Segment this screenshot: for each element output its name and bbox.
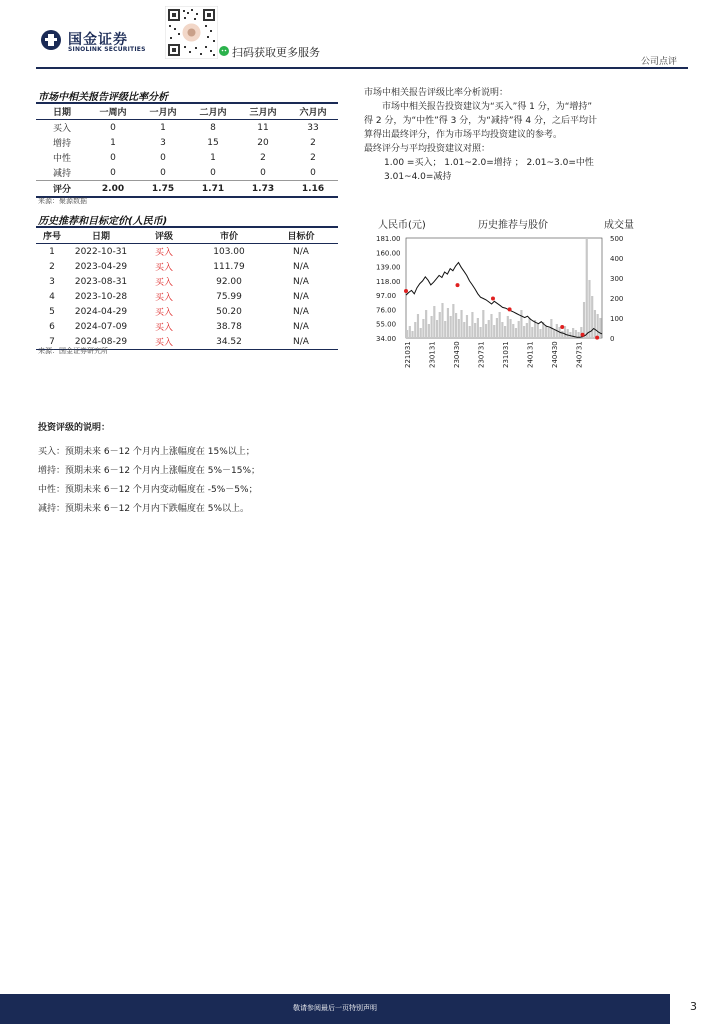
table-cell: N/A [293,246,309,257]
table-cell: 买入 [154,263,173,273]
volume-bar [433,306,435,338]
investment-buy: 买入：预期未来 6－12 个月内上涨幅度在 15%以上； [38,447,255,457]
volume-bar [488,320,490,338]
score-cell: 评分 [36,181,88,198]
chart-tick-label-x: 240131 [526,341,535,368]
chart-tick-label-x: 230430 [453,341,461,368]
volume-bar [499,312,501,338]
chart-tick-label-right: 0 [610,335,615,343]
table-cell: 20 [257,137,269,148]
volume-bar [515,328,517,338]
scan-qr-caption: 扫码获取更多服务 [232,46,320,59]
recommendation-marker [404,289,408,293]
table-cell: 2023-04-29 [74,261,128,272]
chart-ylabel-right: 成交量 [604,220,634,231]
table-cell: 1 [210,152,216,163]
table-cell: 6 [49,321,55,332]
table-cell: N/A [293,276,309,287]
rating-table-source: 来源：聚源数据 [38,197,87,205]
volume-bar [531,327,533,338]
table-cell: 2024-08-29 [74,336,128,347]
volume-bar [455,313,457,338]
history-col-header: 序号 [42,232,61,242]
rating-table [36,102,338,198]
volume-bar [564,326,566,338]
table-cell: 2024-07-09 [74,321,128,332]
table-cell: 8 [210,122,216,133]
footer-disclaimer[interactable]: 敬请参阅最后一页特别声明 [293,1004,377,1012]
volume-bar [545,326,547,338]
table-cell: N/A [293,336,309,347]
history-col-header: 目标价 [287,232,315,242]
header-divider [36,67,688,69]
volume-bar [444,321,446,338]
history-col-header: 评级 [154,232,173,242]
chart-tick-label-left: 160.00 [376,249,401,258]
rating-notes [364,86,684,184]
table-cell: 0 [110,152,116,163]
volume-bar [406,330,408,338]
chart-tick-label-x: 231031 [502,341,510,368]
table-cell: 0 [310,167,316,178]
table-row [36,304,338,319]
table-cell: 92.00 [216,276,242,287]
volume-bar [586,238,588,338]
volume-bar [466,315,468,338]
sinolink-logo-icon [40,29,62,51]
notes-line: 1.00 =买入； 1.01~2.0=增持 ； 2.01~3.0=中性 [384,158,594,168]
volume-bar [520,310,522,338]
volume-bar [477,318,479,338]
volume-bar [411,331,413,338]
table-cell: 38.78 [216,321,242,332]
history-table-source: 来源：国金证券研究所 [38,347,108,355]
table-cell: 2023-10-28 [74,291,128,302]
volume-bar [529,318,531,338]
table-cell: N/A [293,261,309,272]
volume-bar [422,319,424,338]
company-logo-english: SINOLINK SECURITIES [68,46,146,53]
company-logo-name: 国金证券 [68,32,128,48]
table-cell: 买入 [154,248,173,258]
table-cell: 34.52 [216,336,242,347]
table-cell: 买入 [154,323,173,333]
document-type-label: 公司点评 [641,57,678,67]
volume-bar [523,326,525,338]
table-row [36,150,338,165]
table-cell: 7 [49,336,55,347]
notes-line: 算得出最终评分，作为市场平均投资建议的参考。 [364,130,563,140]
notes-title: 市场中相关报告评级比率分析说明： [364,88,509,98]
volume-bar [441,303,443,338]
table-row [36,259,338,274]
volume-bar [509,319,511,338]
volume-bar [493,325,495,338]
rating-col-header: 日期 [52,108,71,118]
volume-bar [471,312,473,338]
volume-bar [450,316,452,338]
volume-bar [485,324,487,338]
table-cell: N/A [293,321,309,332]
chart-tick-label-left: 55.00 [376,320,397,329]
investment-neutral: 中性：预期未来 6－12 个月内变动幅度在 -5%－5%； [38,485,258,495]
chart-tick-label-left: 34.00 [376,335,397,343]
volume-bar [537,324,539,338]
table-cell: 2024-04-29 [74,306,128,317]
wechat-icon [219,46,229,56]
score-cell: 1.16 [288,181,338,198]
recommendation-marker [491,297,495,301]
table-row [36,165,338,181]
volume-bar [583,302,585,338]
chart-tick-label-right: 100 [610,315,624,323]
volume-bar [460,310,462,338]
recommendation-marker [508,307,512,311]
chart-tick-label-x: 240731 [575,341,584,368]
table-cell: 0 [160,167,166,178]
table-cell: 2 [49,261,55,272]
table-cell: 2023-08-31 [74,276,128,287]
recommendation-marker [456,283,460,287]
chart-tick-label-left: 97.00 [376,292,397,301]
chart-tick-label-right: 300 [610,275,624,283]
table-cell: 3 [49,276,55,287]
volume-bar [409,326,411,338]
table-cell: 买入 [52,124,71,134]
volume-bar [518,321,520,338]
rating-col-header: 一月内 [149,108,177,118]
chart-tick-label-x: 240430 [551,341,559,368]
history-table [36,226,338,350]
table-cell: 买入 [154,338,173,348]
table-cell: N/A [293,306,309,317]
score-cell: 1.73 [238,181,288,198]
table-row [36,135,338,150]
volume-bar [507,316,509,338]
volume-bar [561,331,563,338]
volume-bar [599,318,601,338]
history-table-title: 历史推荐和目标定价(人民币) [38,216,168,227]
table-cell: 1 [160,122,166,133]
volume-bar [452,304,454,338]
chart-tick-label-x: 230131 [428,341,437,368]
chart-tick-label-left: 139.00 [376,263,401,272]
chart-tick-label-x: 230731 [477,341,486,368]
table-cell: 103.00 [213,246,245,257]
volume-bar [469,326,471,338]
table-cell: 0 [210,167,216,178]
table-cell: 33 [307,122,319,133]
table-row [36,244,338,260]
rating-score-row [36,181,338,198]
table-cell: 减持 [52,169,71,179]
chart-tick-label-left: 76.00 [376,306,397,315]
table-cell: 增持 [52,139,71,149]
table-cell: 4 [49,291,55,302]
score-cell: 1.71 [188,181,238,198]
notes-line: 市场中相关报告投资建议为“买入”得 1 分，为“增持” [382,102,593,112]
table-cell: 2 [260,152,266,163]
table-cell: 1 [110,137,116,148]
notes-line: 3.01~4.0=减持 [384,172,452,182]
price-history-chart [368,214,636,374]
table-cell: 0 [110,167,116,178]
chart-tick-label-right: 400 [610,255,624,263]
table-cell: 5 [49,306,55,317]
volume-bar [553,330,555,338]
volume-bar [428,324,430,338]
volume-bar [504,326,506,338]
investment-add: 增持：预期未来 6－12 个月内上涨幅度在 5%－15%； [38,466,261,476]
chart-tick-label-right: 500 [610,235,624,243]
table-cell: 11 [257,122,269,133]
page-number: 3 [690,1000,697,1013]
volume-bar [501,322,503,338]
table-cell: 买入 [154,308,173,318]
table-row [36,289,338,304]
volume-bar [512,324,514,338]
volume-bar [597,314,599,338]
volume-bar [458,319,460,338]
volume-bar [463,322,465,338]
table-cell: 1 [49,246,55,257]
volume-bar [417,314,419,338]
table-cell: 买入 [154,293,173,303]
rating-col-header: 三月内 [249,108,277,118]
volume-bar [482,310,484,338]
table-cell: 2 [310,137,316,148]
chart-ylabel-left: 人民币(元) [378,220,426,231]
notes-line: 得 2 分，为“中性”得 3 分，为“减持”得 4 分，之后平均计 [364,116,597,126]
volume-bar [526,323,528,338]
recommendation-marker [581,333,585,337]
history-table-header [36,227,338,244]
table-cell: 15 [207,137,219,148]
rating-table-title: 市场中相关报告评级比率分析 [38,92,168,103]
volume-bar [490,314,492,338]
recommendation-marker [595,336,599,340]
history-col-header: 市价 [219,232,238,242]
chart-tick-label-x: 221031 [404,341,412,368]
table-cell: 0 [160,152,166,163]
rating-table-header [36,103,338,120]
rating-col-header: 六月内 [299,108,327,118]
table-cell: 0 [110,122,116,133]
table-row [36,120,338,136]
table-cell: 111.79 [213,261,245,272]
table-cell: N/A [293,291,309,302]
volume-bar [431,316,433,338]
chart-tick-label-left: 118.00 [376,277,401,286]
volume-bar [548,328,550,338]
volume-bar [425,310,427,338]
volume-bar [420,328,422,338]
table-cell: 买入 [154,278,173,288]
chart-title: 历史推荐与股价 [478,220,548,231]
chart-tick-label-left: 181.00 [376,235,401,243]
table-cell: 0 [260,167,266,178]
table-cell: 3 [160,137,166,148]
investment-rating-title: 投资评级的说明： [38,423,111,433]
volume-bar [480,327,482,338]
score-cell: 2.00 [88,181,138,198]
qr-code-icon[interactable] [165,6,218,59]
volume-bar [594,310,596,338]
table-cell: 75.99 [216,291,242,302]
chart-tick-label-right: 200 [610,295,624,303]
table-cell: 50.20 [216,306,242,317]
volume-bar [436,320,438,338]
table-row [36,274,338,289]
table-cell: 2 [310,152,316,163]
history-col-header: 日期 [91,232,110,242]
notes-line: 最终评分与平均投资建议对照： [364,144,491,154]
score-cell: 1.75 [138,181,188,198]
volume-bar [591,296,593,338]
volume-bar [439,312,441,338]
volume-bar [539,329,541,338]
rating-col-header: 一周内 [99,108,127,118]
volume-bar [447,308,449,338]
table-cell: 2022-10-31 [74,246,128,257]
rating-col-header: 二月内 [199,108,227,118]
volume-bar [414,322,416,338]
volume-bar [474,323,476,338]
volume-bar [588,280,590,338]
investment-reduce: 减持：预期未来 6－12 个月内下跌幅度在 5%以上。 [38,504,250,514]
volume-bar [496,318,498,338]
recommendation-marker [560,325,564,329]
volume-bar [567,329,569,338]
table-cell: 中性 [52,154,71,164]
table-row [36,319,338,334]
